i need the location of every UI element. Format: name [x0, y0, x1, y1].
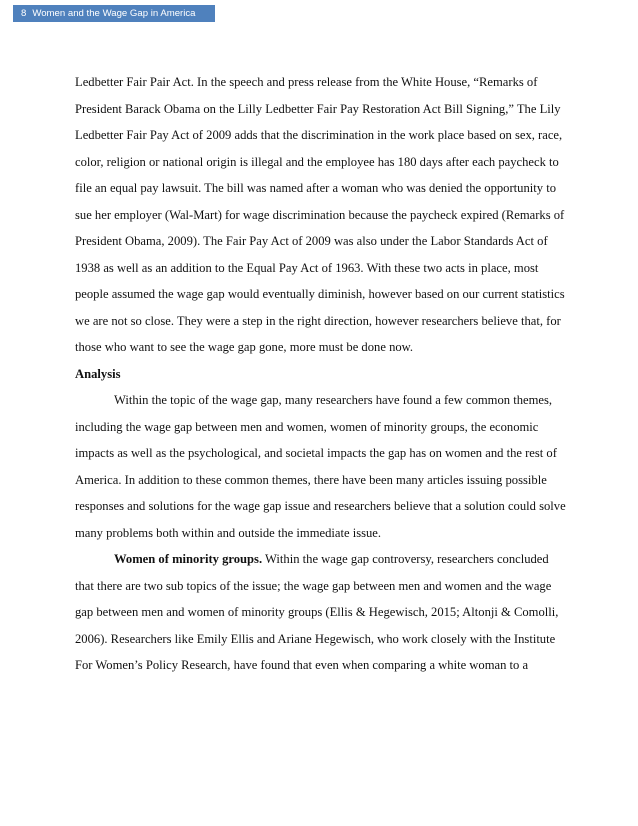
- subheading-minority-groups: Women of minority groups.: [114, 552, 263, 566]
- text-line: that there are two sub topics of the issue; the wage gap between men and women and the wage: [75, 578, 552, 593]
- running-header: [13, 5, 215, 22]
- text-line: President Obama, 2009). The Fair Pay Act of 2009 was also under the Labor Standards Act of: [75, 234, 548, 248]
- text-line: [75, 546, 569, 573]
- page-number: 8: [21, 8, 27, 19]
- text-line: 2006). Researchers like Emily Ellis and Ariane Hegewisch, who work closely with the Institute: [75, 631, 556, 646]
- text-line: we are not so close. They were a step in the right direction, however researchers believe that, for: [75, 313, 561, 328]
- text-line: 1938 as well as an addition to the Equal Pay Act of 1963. With these two acts in place, most: [75, 260, 539, 275]
- text-line: For Women’s Policy Research, have found that even when comparing a white woman to a: [75, 658, 529, 672]
- text-line: America. In addition to these common themes, there have been many articles issuing possible: [75, 472, 547, 487]
- text-line: responses and solutions for the wage gap issue and researchers believe that a solution could solve: [75, 499, 566, 513]
- text-line: people assumed the wage gap would eventually diminish, however based on our current statistics: [75, 287, 565, 301]
- text-line: color, religion or national origin is illegal and the employee has 180 days after each paycheck to: [75, 154, 559, 169]
- text-line: Within the topic of the wage gap, many researchers have found a few common themes,: [114, 393, 553, 407]
- text-line: sue her employer (Wal-Mart) for wage discrimination because the paycheck expired (Remarks of: [75, 207, 565, 222]
- text-line: impacts as well as the psychological, and societal impacts the gap has on women and the rest of: [75, 446, 557, 460]
- running-header-title: Women and the Wage Gap in America: [32, 8, 196, 19]
- section-heading-analysis: Analysis: [75, 366, 121, 381]
- text-line: Ledbetter Fair Pay Act of 2009 adds that the discrimination in the work place based on sex, race,: [75, 128, 563, 142]
- text-run: Within the wage gap controversy, researchers concluded: [262, 552, 549, 566]
- text-line: many problems both within and outside the immediate issue.: [75, 525, 382, 540]
- text-line: President Barack Obama on the Lilly Ledbetter Fair Pay Restoration Act Bill Signing,” The Lily: [75, 101, 561, 116]
- text-line: Ledbetter Fair Pair Act. In the speech and press release from the White House, “Remarks of: [75, 75, 538, 89]
- text-line: gap between men and women of minority groups (Ellis & Hegewisch, 2015; Altonji & Comolli,: [75, 605, 559, 619]
- text-line: those who want to see the wage gap gone, more must be done now.: [75, 340, 414, 354]
- text-line: file an equal pay lawsuit. The bill was named after a woman who was denied the opportunity to: [75, 181, 556, 195]
- body-text: [75, 69, 569, 679]
- text-line: including the wage gap between men and women, women of minority groups, the economic: [75, 419, 539, 434]
